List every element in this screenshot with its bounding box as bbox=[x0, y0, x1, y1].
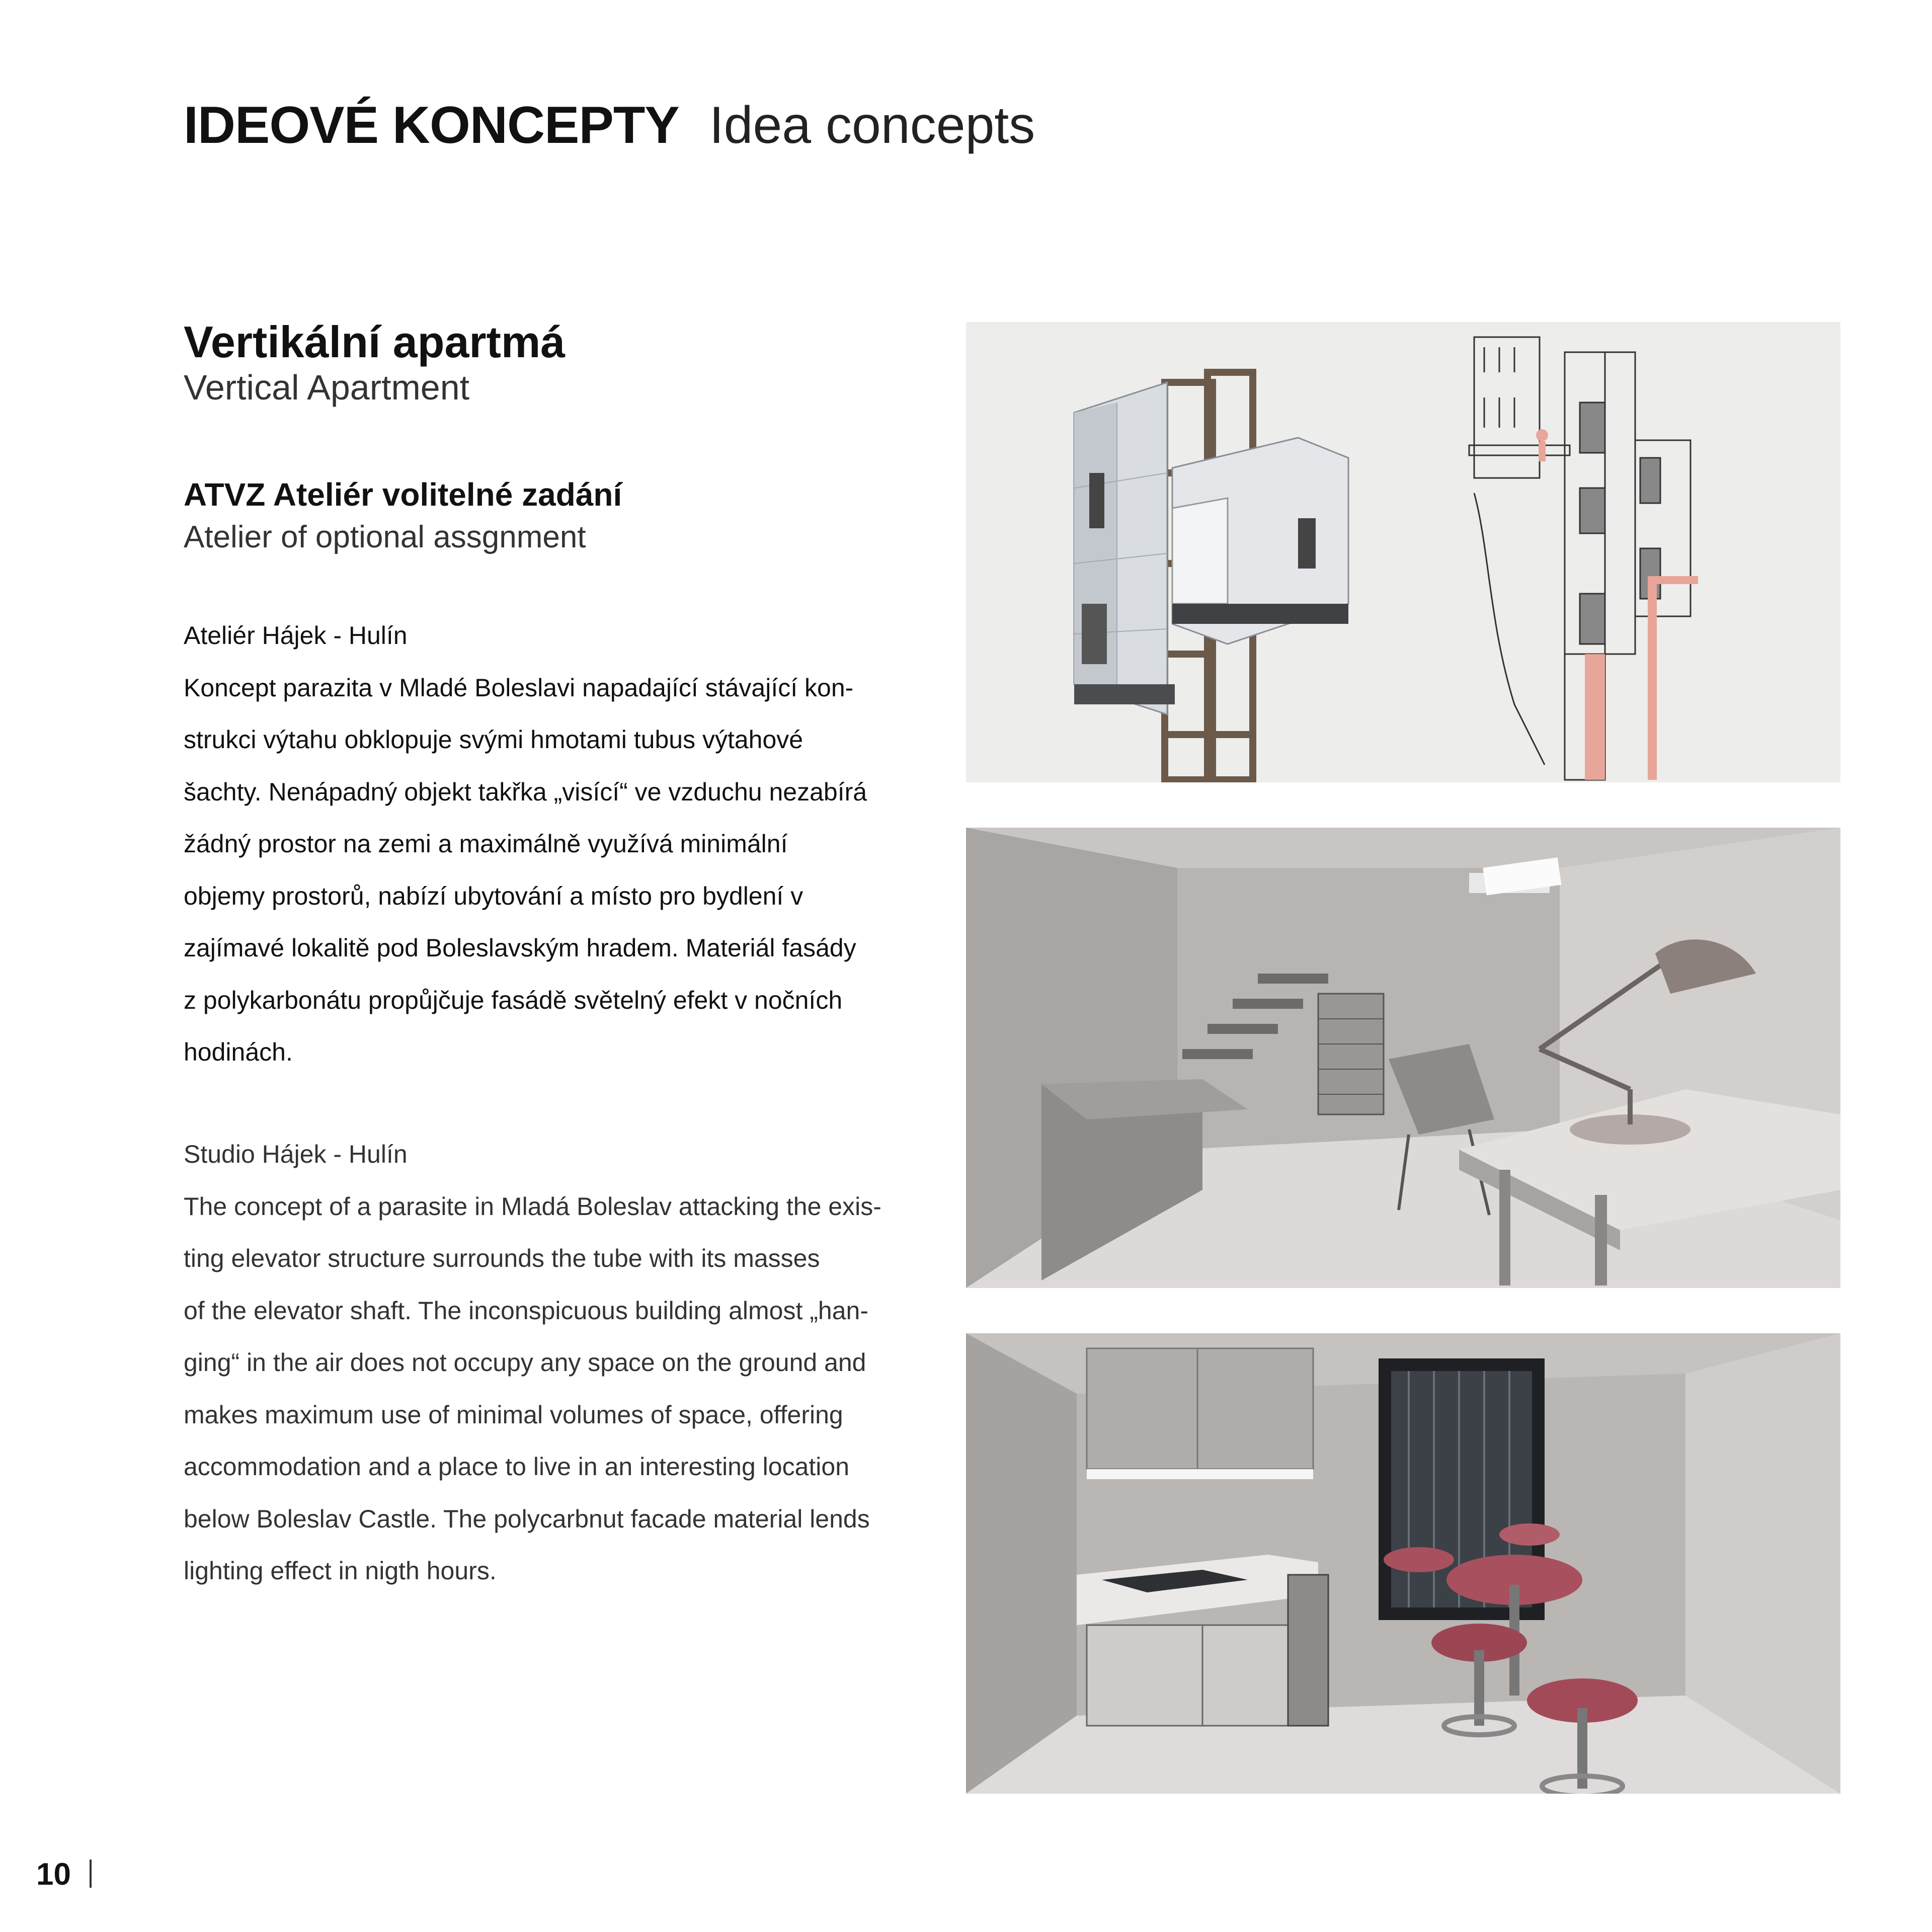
text-line: strukci výtahu obklopuje svými hmotami tubus výtahové bbox=[184, 726, 803, 754]
text-line: z polykarbonátu propůjčuje fasádě světelný efekt v nočních bbox=[184, 986, 843, 1014]
page-number: 10 bbox=[36, 1857, 71, 1892]
text-line: hodinách. bbox=[184, 1038, 293, 1066]
page-number-divider bbox=[90, 1860, 92, 1888]
text-line: accommodation and a place to live in an interesting location bbox=[184, 1453, 850, 1481]
text-line: ting elevator structure surrounds the tube with its masses bbox=[184, 1244, 820, 1272]
text-line: žádný prostor na zemi a maximálně využívá minimální bbox=[184, 830, 788, 858]
page-header bbox=[184, 96, 1035, 155]
project-title-en: Vertical Apartment bbox=[184, 368, 470, 407]
text-line: The concept of a parasite in Mladá Boleslav attacking the exis- bbox=[184, 1192, 881, 1221]
studio-name-en: Studio Hájek - Hulín bbox=[184, 1140, 408, 1168]
exterior-render-image bbox=[966, 322, 1840, 782]
interior-render-living-image bbox=[966, 828, 1840, 1288]
text-line: below Boleslav Castle. The polycarbnut facade material lends bbox=[184, 1504, 870, 1533]
section-title-light: Idea concepts bbox=[709, 96, 1035, 154]
course-title-en: Atelier of optional assgnment bbox=[184, 520, 586, 554]
text-line: šachty. Nenápadný objekt takřka „visící“ ve vzduchu nezabírá bbox=[184, 777, 867, 806]
course-title-cz: ATVZ Ateliér volitelné zadání bbox=[184, 476, 622, 513]
text-line: lighting effect in nigth hours. bbox=[184, 1557, 497, 1585]
text-line: makes maximum use of minimal volumes of space, offering bbox=[184, 1400, 843, 1429]
text-line: ging“ in the air does not occupy any space on the ground and bbox=[184, 1348, 866, 1377]
text-line: of the elevator shaft. The inconspicuous building almost „han- bbox=[184, 1296, 868, 1325]
studio-name-cz: Ateliér Hájek - Hulín bbox=[184, 621, 408, 650]
interior-render-kitchen-image bbox=[966, 1333, 1840, 1794]
text-line: objemy prostorů, nabízí ubytování a místo pro bydlení v bbox=[184, 881, 803, 910]
section-title-bold: IDEOVÉ KONCEPTY bbox=[184, 96, 679, 154]
project-title-cz: Vertikální apartmá bbox=[184, 317, 566, 367]
text-line: zajímavé lokalitě pod Boleslavským hradem. Materiál fasády bbox=[184, 934, 856, 962]
description-en bbox=[184, 1129, 923, 1597]
text-line: Koncept parazita v Mladé Boleslavi napadající stávající kon- bbox=[184, 673, 854, 702]
description-cz bbox=[184, 610, 923, 1079]
